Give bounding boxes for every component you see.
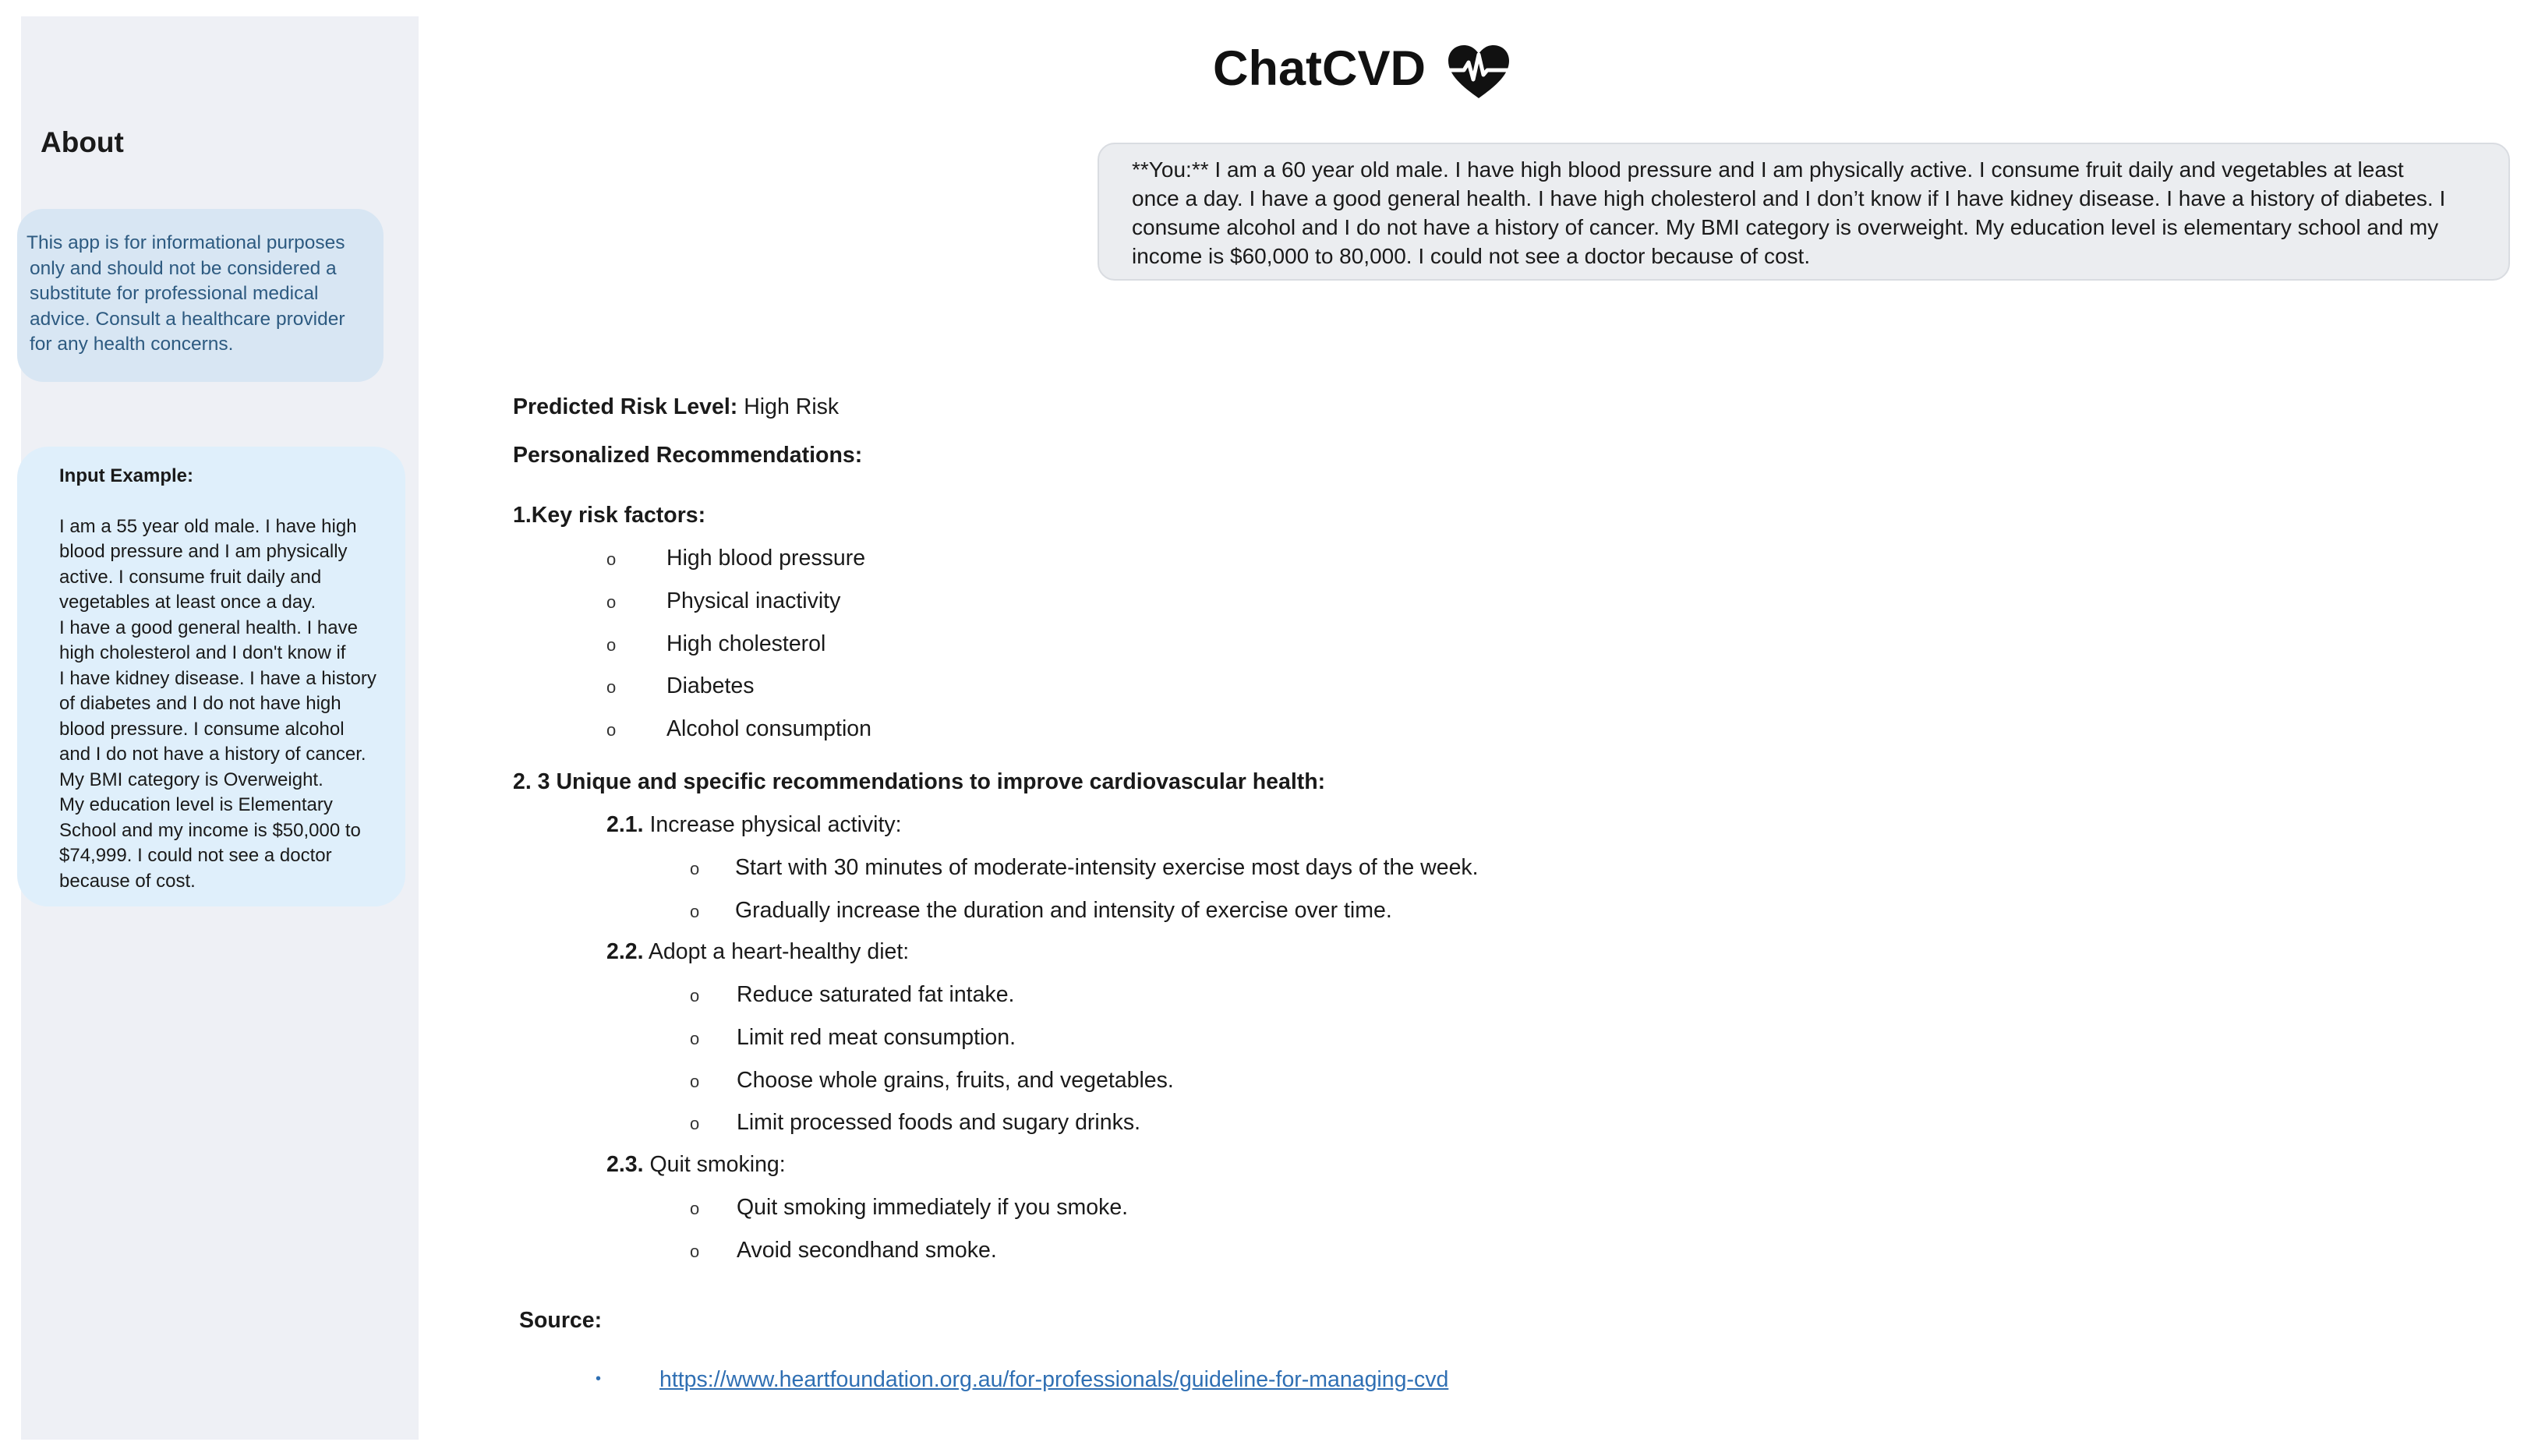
user-message-line: **You:** I am a 60 year old male. I have high blood pressure and I am physically active. I consume fruit daily and vegetables at least xyxy=(1132,157,2404,182)
example-line: I have kidney disease. I have a history xyxy=(59,667,376,689)
recommendation-title: Quit smoking: xyxy=(649,1152,786,1177)
risk-factor-item: Physical inactivity xyxy=(666,588,841,613)
list-bullet: o xyxy=(690,1199,700,1218)
risk-factor-item: Alcohol consumption xyxy=(666,716,871,741)
example-line: high cholesterol and I don't know if xyxy=(59,642,346,663)
recommendation-heading xyxy=(606,1152,786,1178)
risk-level xyxy=(513,394,839,420)
risk-level-value: High Risk xyxy=(744,394,840,419)
recommendation-item: Limit processed foods and sugary drinks. xyxy=(737,1110,1141,1135)
app-title: ChatCVD xyxy=(1213,41,1426,96)
list-bullet: o xyxy=(606,677,617,697)
user-message-line: income is $60,000 to 80,000. I could not see a doctor because of cost. xyxy=(1132,244,1811,268)
example-line: active. I consume fruit daily and xyxy=(59,566,322,588)
example-line: of diabetes and I do not have high xyxy=(59,693,341,714)
source-link[interactable]: https://www.heartfoundation.org.au/for-professionals/guideline-for-managing-cvd xyxy=(659,1367,1449,1392)
recommendations-title: Personalized Recommendations: xyxy=(513,443,863,468)
user-message-line: once a day. I have a good general health. I have high cholesterol and I don’t know if I have kidney disease. I have a history of diabetes. I xyxy=(1132,186,2446,210)
disclaimer-box xyxy=(17,209,384,382)
example-line: because of cost. xyxy=(59,870,196,892)
recommendation-item: Gradually increase the duration and intensity of exercise over time. xyxy=(735,898,1392,923)
recommendation-item: Limit red meat consumption. xyxy=(737,1025,1016,1050)
about-title: About xyxy=(41,126,124,158)
list-bullet: o xyxy=(690,1072,700,1091)
recommendation-number: 2.1. xyxy=(606,812,644,837)
recommendation-title: Increase physical activity: xyxy=(649,812,902,837)
risk-factor-item: Diabetes xyxy=(666,673,755,698)
recommendation-item: Quit smoking immediately if you smoke. xyxy=(737,1195,1129,1220)
recommendation-item: Reduce saturated fat intake. xyxy=(737,982,1015,1007)
input-example-box xyxy=(17,447,405,906)
source-label: Source: xyxy=(519,1308,603,1333)
section-recommendations: 2. 3 Unique and specific recommendations to improve cardiovascular health: xyxy=(513,769,1326,794)
list-bullet: o xyxy=(690,1242,700,1261)
example-line: My BMI category is Overweight. xyxy=(59,769,323,790)
list-bullet: o xyxy=(690,902,700,921)
heart-pulse-icon xyxy=(1447,44,1511,100)
recommendation-number: 2.3. xyxy=(606,1152,644,1177)
example-line: blood pressure. I consume alcohol xyxy=(59,718,345,740)
list-bullet: o xyxy=(690,1029,700,1048)
recommendation-heading xyxy=(606,939,909,965)
recommendation-item: Choose whole grains, fruits, and vegetables. xyxy=(737,1068,1174,1093)
disclaimer-line: for any health concerns. xyxy=(30,334,234,355)
list-bullet: o xyxy=(606,550,617,569)
example-line: vegetables at least once a day. xyxy=(59,592,316,613)
list-bullet: o xyxy=(606,720,617,740)
list-bullet: o xyxy=(690,859,700,878)
recommendation-item: Avoid secondhand smoke. xyxy=(737,1238,997,1263)
risk-factor-item: High cholesterol xyxy=(666,631,826,656)
user-message-line: consume alcohol and I do not have a history of cancer. My BMI category is overweight. My education level is elementary school and my xyxy=(1132,215,2439,239)
input-example-title: Input Example: xyxy=(59,465,194,486)
section-key-risk-factors: 1.Key risk factors: xyxy=(513,503,706,528)
disclaimer-line: This app is for informational purposes xyxy=(27,232,345,253)
example-line: and I do not have a history of cancer. xyxy=(59,744,366,765)
list-bullet: o xyxy=(606,635,617,655)
disclaimer-line: only and should not be considered a xyxy=(30,257,337,279)
list-bullet: o xyxy=(606,592,617,612)
recommendation-number: 2.2. xyxy=(606,939,644,964)
example-line: I have a good general health. I have xyxy=(59,617,358,638)
example-line: $74,999. I could not see a doctor xyxy=(59,845,332,866)
risk-factor-item: High blood pressure xyxy=(666,546,866,571)
risk-level-label: Predicted Risk Level: xyxy=(513,394,738,419)
disclaimer-line: substitute for professional medical xyxy=(30,283,319,304)
recommendation-item: Start with 30 minutes of moderate-intensity exercise most days of the week. xyxy=(735,855,1479,880)
list-bullet: o xyxy=(690,986,700,1005)
example-line: blood pressure and I am physically xyxy=(59,541,348,562)
list-bullet: o xyxy=(690,1114,700,1133)
disclaimer-line: advice. Consult a healthcare provider xyxy=(30,308,345,330)
recommendation-title: Adopt a heart-healthy diet: xyxy=(648,939,910,964)
link-bullet: • xyxy=(596,1370,602,1387)
example-line: I am a 55 year old male. I have high xyxy=(59,515,357,537)
user-message-bubble xyxy=(1098,143,2510,281)
recommendation-heading xyxy=(606,812,902,838)
example-line: My education level is Elementary xyxy=(59,794,333,815)
example-line: School and my income is $50,000 to xyxy=(59,819,361,841)
